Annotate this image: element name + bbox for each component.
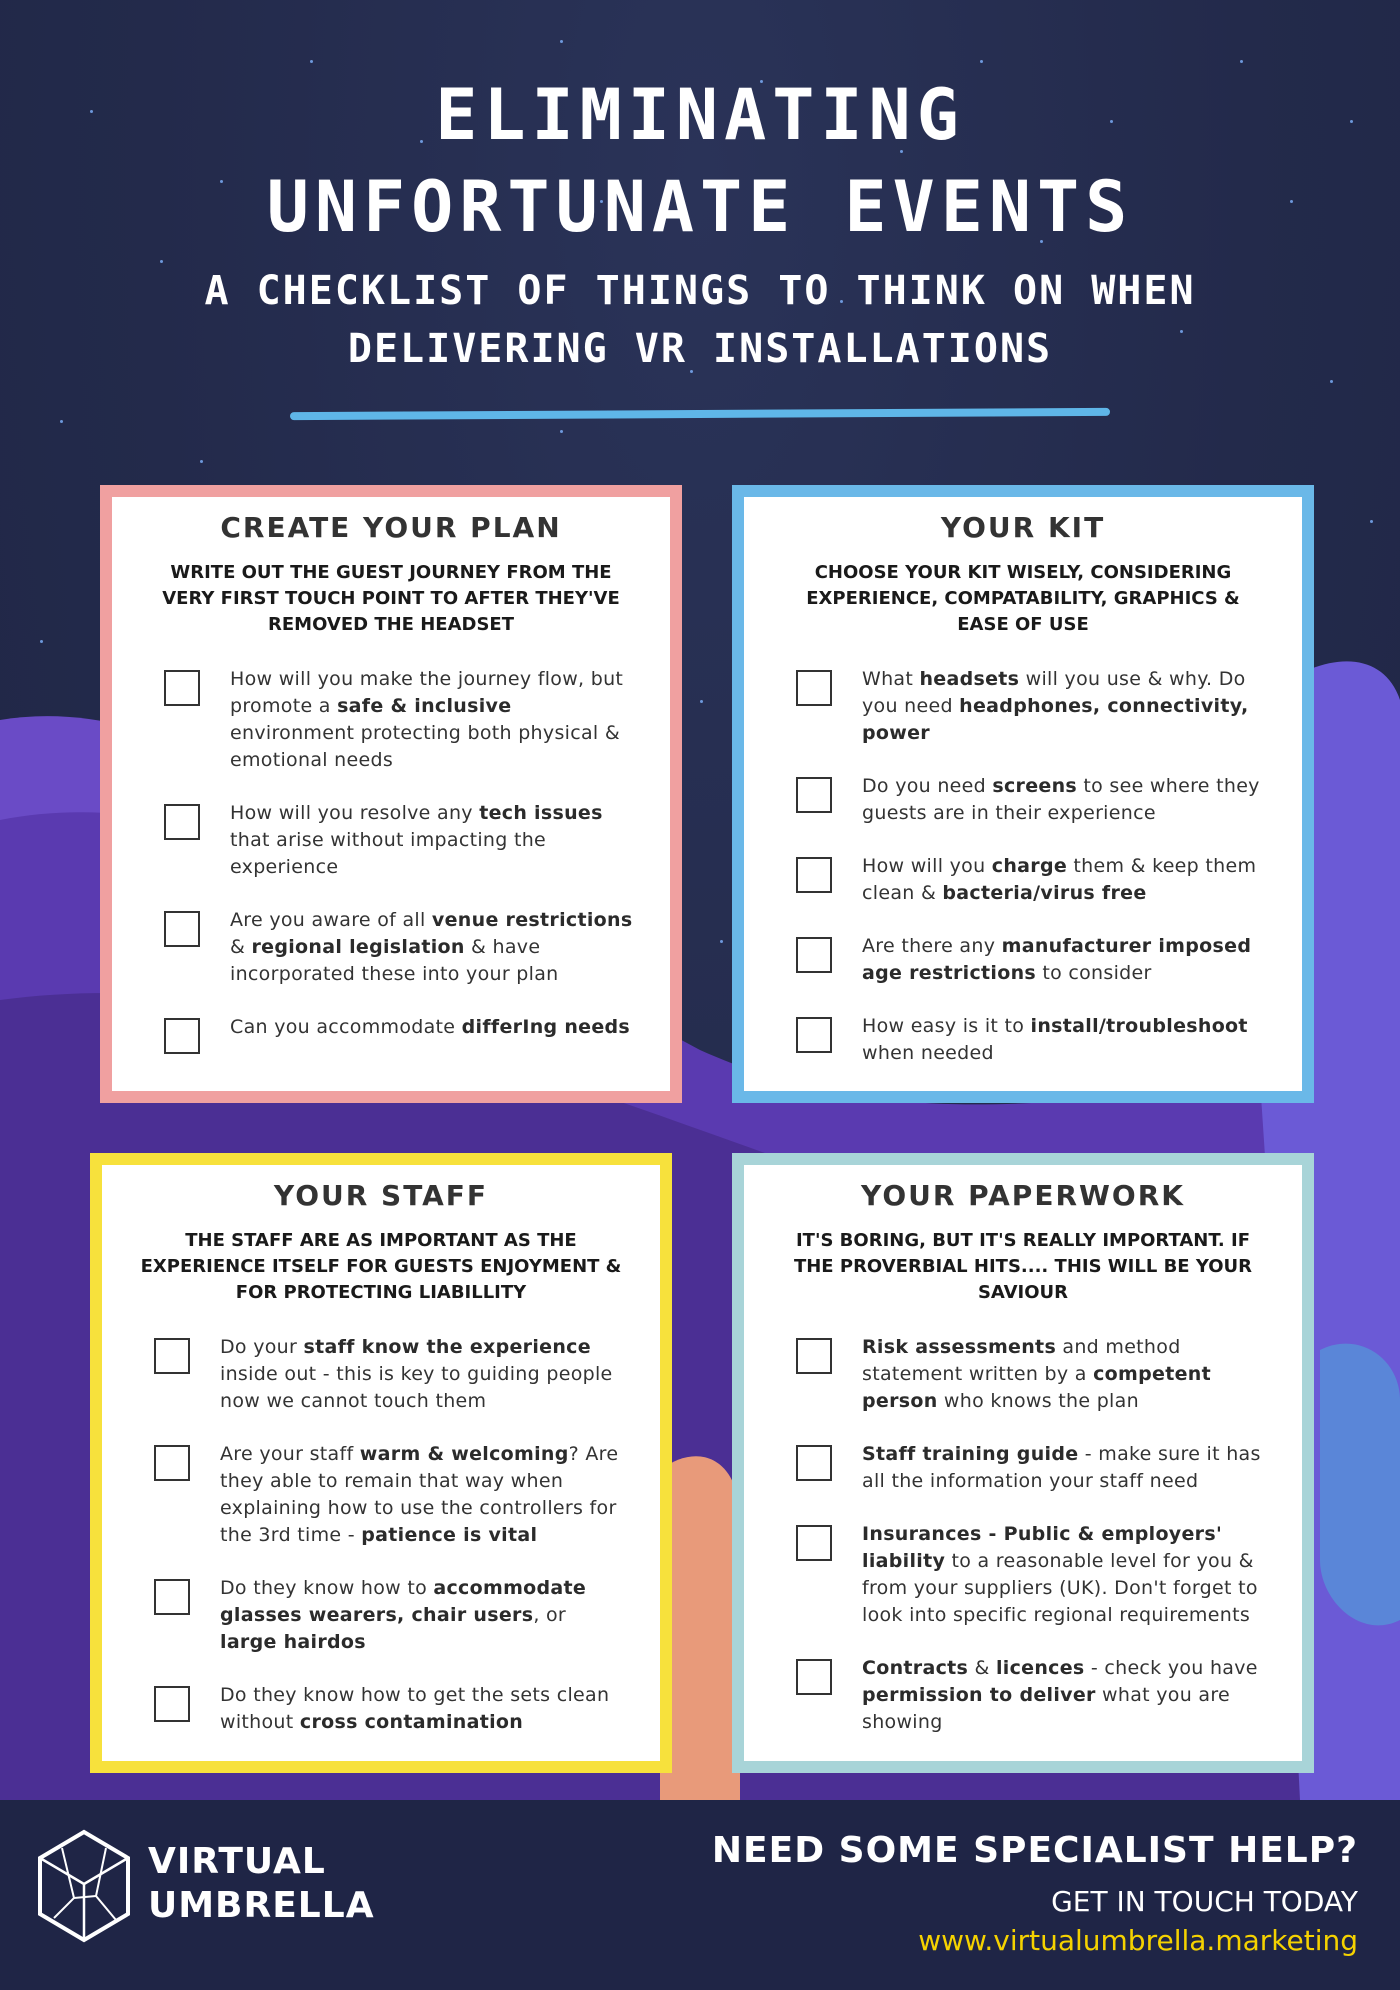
checklist-item-text: Are you aware of all venue restrictions & regional legislation & have incorporated these into your plan (230, 909, 633, 985)
checkbox[interactable] (796, 777, 832, 813)
paperwork-checklist (780, 1334, 1266, 1736)
paperwork-card (732, 1153, 1314, 1773)
staff-title: YOUR STAFF (273, 1179, 489, 1212)
checkbox[interactable] (796, 670, 832, 706)
kit-card (732, 485, 1314, 1103)
website-link[interactable]: www.virtualumbrella.marketing (918, 1924, 1358, 1957)
kit-title: YOUR KIT (940, 511, 1106, 544)
checklist-item-text: Staff training guide - make sure it has all the information your staff need (862, 1443, 1261, 1492)
checkbox[interactable] (164, 1018, 200, 1054)
checkbox[interactable] (154, 1445, 190, 1481)
checklist-item-text: How will you charge them & keep them clean & bacteria/virus free (862, 855, 1257, 904)
checkbox[interactable] (796, 1659, 832, 1695)
checklist-item-text: Are there any manufacturer imposed age restrictions to consider (862, 935, 1252, 984)
plan-card (100, 485, 682, 1103)
cta-text: GET IN TOUCH TODAY (1051, 1885, 1358, 1918)
checkbox[interactable] (164, 670, 200, 706)
subtitle-line2: DELIVERING VR INSTALLATIONS (347, 326, 1053, 372)
checkbox[interactable] (154, 1686, 190, 1722)
paperwork-title: YOUR PAPERWORK (861, 1179, 1185, 1212)
checklist-item-text: How will you make the journey flow, but promote a safe & inclusive environment protecting both physical & emotional needs (230, 668, 624, 771)
brand-name (148, 1840, 375, 1928)
checklist-item-text: How will you resolve any tech issues that arise without impacting the experience (230, 802, 603, 878)
checklist-item (138, 1441, 624, 1549)
staff-lead: THE STAFF ARE AS IMPORTANT AS THE EXPERIENCE ITSELF FOR GUESTS ENJOYMENT & FOR PROTECTING LIABILLITY (140, 1230, 622, 1303)
checkbox[interactable] (154, 1338, 190, 1374)
checkbox[interactable] (796, 857, 832, 893)
checkbox[interactable] (796, 1445, 832, 1481)
checklist-item-text: Do they know how to get the sets clean without cross contamination (220, 1684, 610, 1733)
checklist-item (138, 1682, 624, 1736)
checklist-item (780, 1441, 1266, 1495)
checklist-item (780, 1334, 1266, 1415)
checklist-item-text: Do you need screens to see where they guests are in their experience (862, 775, 1260, 824)
staff-checklist (138, 1334, 624, 1736)
umbrella-logo-icon (34, 1828, 134, 1944)
checkbox[interactable] (796, 937, 832, 973)
plan-title: CREATE YOUR PLAN (220, 511, 562, 544)
checkbox[interactable] (164, 804, 200, 840)
checklist-item-text: What headsets will you use & why. Do you need headphones, connectivity, power (862, 668, 1249, 744)
checklist-item (148, 1014, 634, 1054)
checklist-item (148, 666, 634, 774)
staff-card (90, 1153, 672, 1773)
checkbox[interactable] (154, 1579, 190, 1615)
checklist-item (780, 1655, 1266, 1736)
plan-checklist (148, 666, 634, 1054)
cta-question: NEED SOME SPECIALIST HELP? (711, 1830, 1358, 1871)
checklist-item (780, 853, 1266, 907)
checklist-item (148, 800, 634, 881)
plan-lead: WRITE OUT THE GUEST JOURNEY FROM THE VERY FIRST TOUCH POINT TO AFTER THEY'VE REMOVED THE HEADSET (162, 562, 620, 635)
checklist-item (780, 773, 1266, 827)
checklist-item (780, 933, 1266, 987)
checkbox[interactable] (796, 1338, 832, 1374)
kit-lead: CHOOSE YOUR KIT WISELY, CONSIDERING EXPERIENCE, COMPATABILITY, GRAPHICS & EASE OF USE (806, 562, 1240, 635)
page-title-line1: ELIMINATING (435, 74, 965, 156)
paperwork-lead: IT'S BORING, BUT IT'S REALLY IMPORTANT. IF THE PROVERBIAL HITS.... THIS WILL BE YOUR SAVIOUR (793, 1230, 1253, 1303)
checklist-item-text: Risk assessments and method statement written by a competent person who knows the plan (862, 1336, 1211, 1412)
checklist-item-text: Are your staff warm & welcoming? Are they able to remain that way when explaining how to use the controllers for the 3rd time - patience is vital (220, 1443, 619, 1546)
kit-checklist (780, 666, 1266, 1067)
checkbox[interactable] (164, 911, 200, 947)
checklist-item-text: How easy is it to install/troubleshoot when needed (862, 1015, 1248, 1064)
checkbox[interactable] (796, 1525, 832, 1561)
checklist-item (148, 907, 634, 988)
footer (0, 1800, 1400, 1990)
call-to-action (712, 1830, 1358, 1957)
checklist-item (138, 1334, 624, 1415)
checklist-item (780, 666, 1266, 747)
page-title-line2: UNFORTUNATE EVENTS (266, 166, 1134, 248)
checklist-item-text: Do your staff know the experience inside out - this is key to guiding people now we cannot touch them (220, 1336, 613, 1412)
checkbox[interactable] (796, 1017, 832, 1053)
brand-line1: VIRTUAL (148, 1841, 326, 1882)
checklist-item (780, 1521, 1266, 1629)
checklist-item-text: Contracts & licences - check you have permission to deliver what you are showing (862, 1657, 1258, 1733)
brand-line2: UMBRELLA (148, 1885, 375, 1926)
checklist-item (138, 1575, 624, 1656)
checklist-item (780, 1013, 1266, 1067)
checklist-item-text: Insurances - Public & employers' liability to a reasonable level for you & from your suppliers (UK). Don't forget to look into specific regional requirements (862, 1523, 1258, 1626)
subtitle-line1: A CHECKLIST OF THINGS TO THINK ON WHEN (204, 268, 1196, 314)
checklist-item-text: Can you accommodate differIng needs (230, 1016, 631, 1038)
checklist-item-text: Do they know how to accommodate glasses wearers, chair users, or large hairdos (220, 1577, 587, 1653)
